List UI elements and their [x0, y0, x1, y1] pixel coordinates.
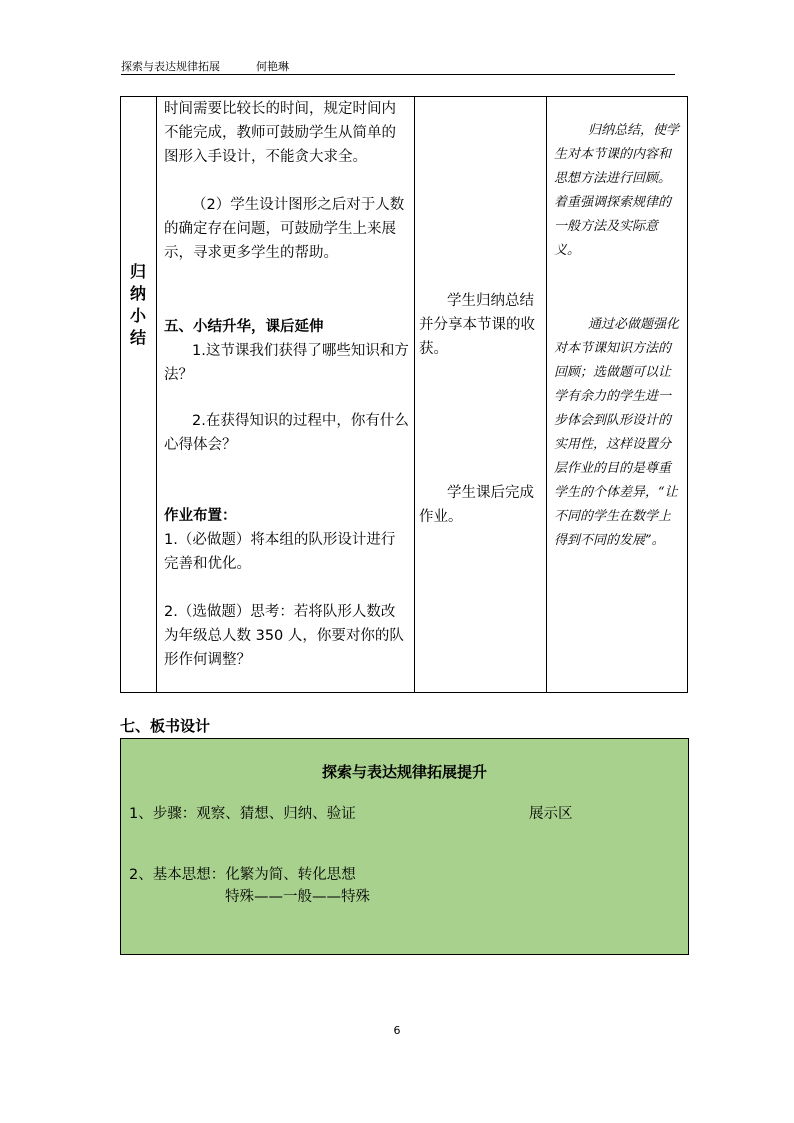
design-intent-2: 通过必做题强化对本节课知识方法的回顾；选做题可以让学有余力的学生进一步体会到队形设计的实用性，这样设置分层作业的目的是尊重学生的个体差异，“让不同的学生在数学上得到不同的发展”。	[554, 317, 680, 548]
board-title: 探索与表达规律拓展提升	[321, 763, 487, 781]
homework-item-1: 1.（必做题）将本组的队形设计进行完善和优化。	[164, 532, 396, 572]
column-divider	[414, 97, 415, 692]
page-number: 6	[393, 1024, 401, 1037]
teacher-para-2: （2）学生设计图形之后对于人数的确定存在问题，可鼓励学生上来展示，寻求更多学生的帮助。	[164, 197, 405, 261]
student-activity-1: 学生归纳总结并分享本节课的收获。	[419, 293, 535, 357]
header-author: 何艳琳	[256, 60, 289, 73]
student-activity-2: 学生课后完成作业。	[419, 485, 534, 525]
reflection-question-2: 2.在获得知识的过程中，你有什么心得体会？	[164, 413, 409, 453]
column-divider	[156, 97, 157, 692]
board-design-box	[120, 738, 689, 955]
header-doc-title: 探索与表达规律拓展	[121, 60, 220, 73]
summary-heading: 五、小结升华，课后延伸	[164, 319, 324, 335]
teacher-para-1: 时间需要比较长的时间，规定时间内不能完成，教师可鼓励学生从简单的图形入手设计，不能贪大求全。	[164, 101, 396, 165]
column-divider	[546, 97, 547, 692]
board-steps-line: 1、步骤：观察、猜想、归纳、验证	[129, 806, 356, 822]
lesson-table	[120, 96, 688, 693]
section-label-text: 归 纳 小 结	[129, 262, 146, 347]
board-pattern-line: 特殊——一般——特殊	[225, 889, 370, 905]
page-header	[121, 56, 675, 75]
section-label	[129, 261, 147, 349]
board-ideas-line: 2、基本思想：化繁为简、转化思想	[129, 867, 356, 883]
homework-item-2: 2.（选做题）思考：若将队形人数改为年级总人数 350 人，你要对你的队形作何调整？	[164, 604, 404, 668]
board-design-heading: 七、板书设计	[120, 717, 211, 735]
design-intent-1: 归纳总结，使学生对本节课的内容和思想方法进行回顾。着重强调探索规律的一般方法及实际意义。	[554, 123, 680, 258]
reflection-question-1: 1.这节课我们获得了哪些知识和方法？	[164, 343, 409, 383]
homework-title: 作业布置：	[164, 508, 237, 524]
board-display-area: 展示区	[529, 806, 573, 822]
